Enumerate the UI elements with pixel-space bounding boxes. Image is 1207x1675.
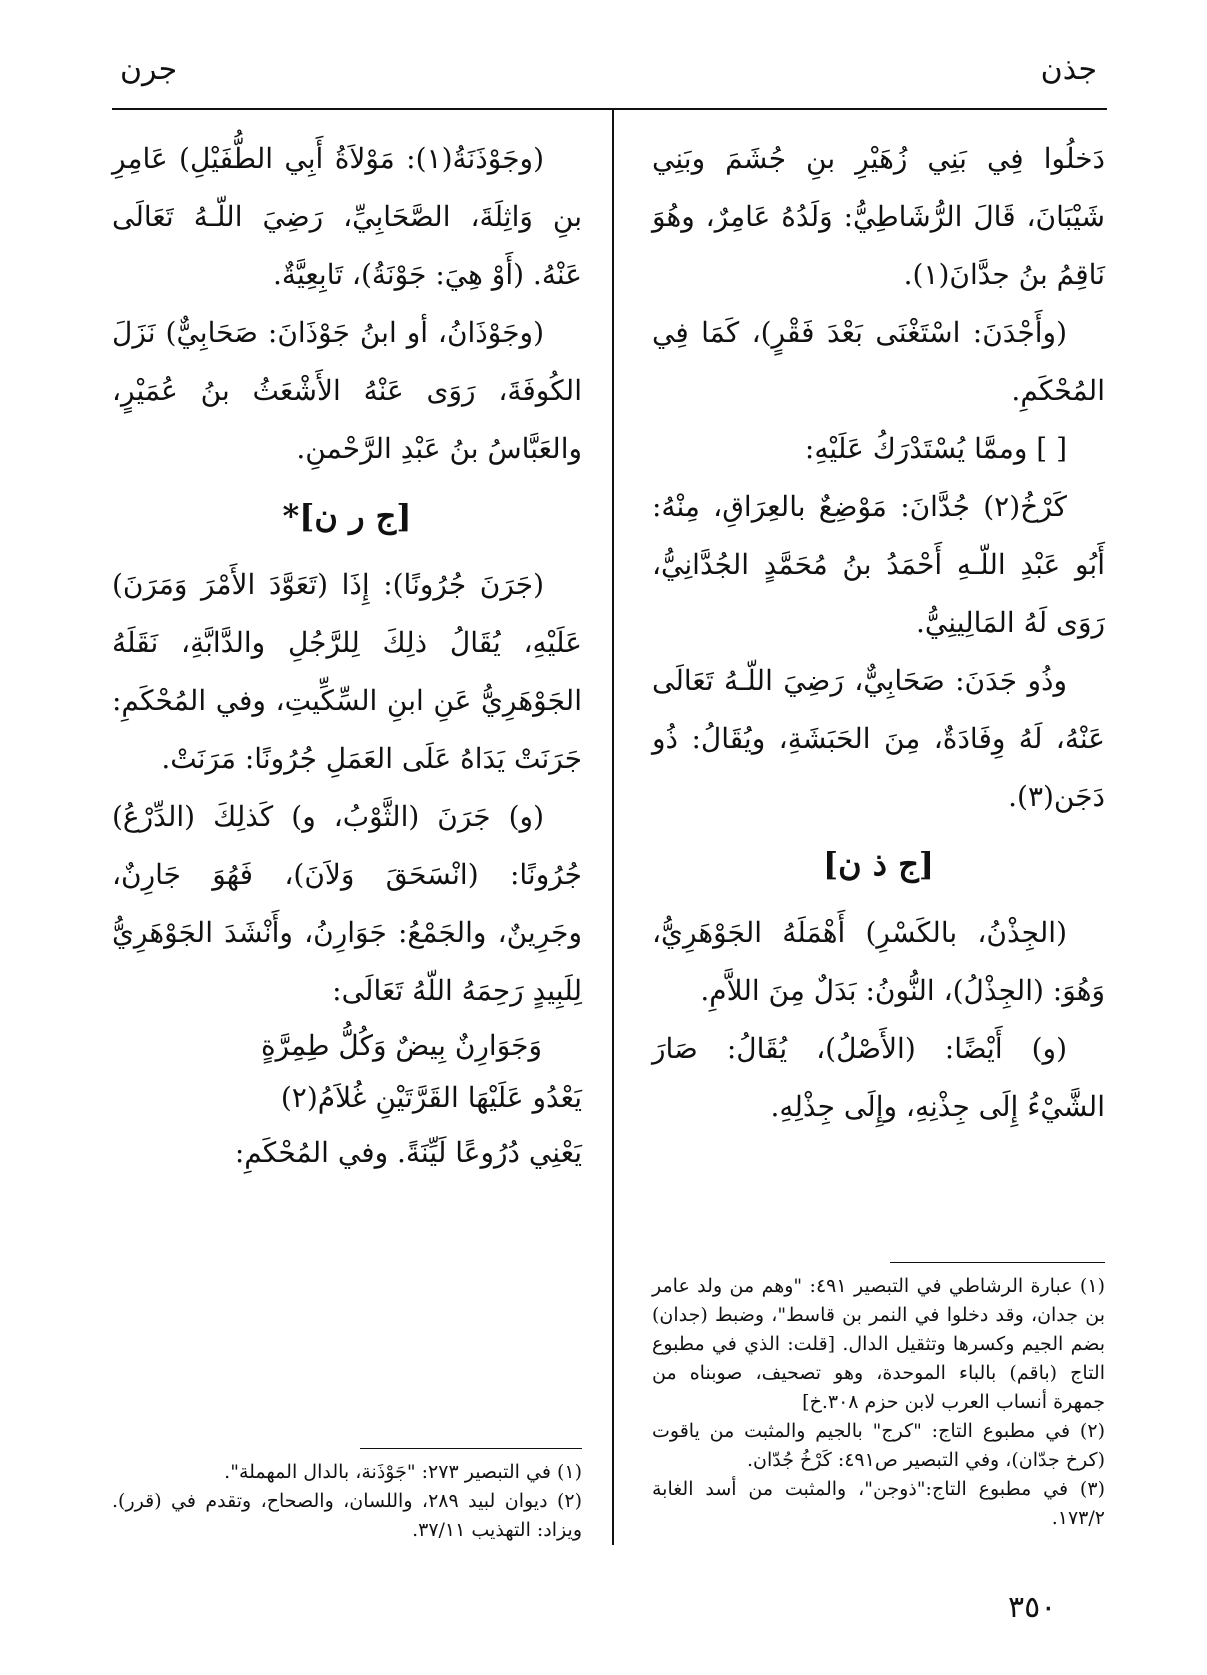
running-head-left: جرن: [120, 52, 178, 87]
footnote: (١) في التبصير ٢٧٣: "جَوْذَنة، بالدال المهملة".: [224, 1461, 582, 1483]
footnote-rule: [890, 1262, 1105, 1263]
addendum-note: [ ] وممَّا يُسْتَدْرَكُ عَلَيْهِ:: [804, 432, 1067, 465]
entry-paragraph: (وأَجْدَنَ: اسْتَغْنَى بَعْدَ فَقْرٍ)، كَمَا فِي المُحْكَمِ.: [652, 316, 1105, 407]
footnote: (٣) في مطبوع التاج:"ذوجن"، والمثبت من أسد الغابة ١٧٣/٢.: [652, 1478, 1105, 1529]
entry-paragraph: كَرْخُ(٢) جُدَّانَ: مَوْضِعٌ بالعِرَاقِ، مِنْهُ: أَبُو عَبْدِ اللّـهِ أَحْمَدُ بنُ مُحَمَّدٍ الجُدَّانِيُّ، رَوَى لَهُ المَالِينِيُّ.: [652, 490, 1105, 639]
footnotes-left: [112, 1458, 582, 1545]
entry-paragraph: دَخلُوا فِي بَنِي زُهَيْرِ بنِ جُشَمَ وبَنِي شَيْبَانَ، قَالَ الرُّشَاطِيُّ: وَلَدُهُ عَامِرٌ، وهُوَ نَاقِمُ بنُ جدَّانَ(١).: [652, 142, 1105, 291]
entry-paragraph: وذُو جَدَنَ: صَحَابِيٌّ، رَضِيَ اللّـهُ تَعَالَى عَنْهُ، لَهُ وِفَادَةٌ، مِنَ الحَبَشَةِ، ويُقَالُ: ذُو دَجَن(٣).: [652, 664, 1105, 813]
entry-paragraph: يَعْنِي دُرُوعًا لَيِّنَةً. وفي المُحْكَمِ:: [234, 1136, 582, 1169]
footnote: (٢) ديوان لبيد ٢٨٩، واللسان، والصحاح، وتقدم في (قرر). ويزاد: التهذيب ٣٧/١١.: [112, 1490, 582, 1541]
verse-line: وَجَوَارِنٌ بِيضٌ وَكُلُّ طِمِرَّةٍ: [260, 1029, 542, 1062]
root-heading: [ج ر ن]*: [282, 497, 412, 535]
entry-paragraph: (وجَوْذَنَةُ(١): مَوْلاَةُ أَبِي الطُّفَيْلِ) عَامِرِ بنِ وَاثِلَةَ، الصَّحَابِيِّ، رَضِيَ اللّـهُ تَعَالَى عَنْهُ. (أَوْ هِيَ: جَوْنَةُ)، تَابِعِيَّةٌ.: [112, 142, 582, 291]
footnote: (٢) في مطبوع التاج: "كرج" بالجيم والمثبت من ياقوت (كرخ جدّان)، وفي التبصير ص٤٩١: كَرْخُ جُدّان.: [652, 1420, 1105, 1471]
column-divider: [612, 110, 614, 1545]
entry-paragraph: (و) أَيْضًا: (الأَصْلُ)، يُقَالُ: صَارَ الشَّيْءُ إِلَى جِذْنِهِ، وإِلَى جِذْلِهِ.: [652, 1032, 1105, 1123]
entry-paragraph: (جَرَنَ جُرُونًا): إِذَا (تَعَوَّدَ الأَمْرَ وَمَرَنَ) عَلَيْهِ، يُقَالُ ذلِكَ لِلرَّجُلِ والدَّابَّةِ، نَقَلَهُ الجَوْهَرِيُّ عَنِ ابنِ السِّكِّيتِ، وفي المُحْكَمِ: جَرَنَتْ يَدَاهُ عَلَى العَمَلِ جُرُونًا: مَرَنَتْ.: [112, 568, 582, 775]
page-number: ٣٥٠: [1008, 1590, 1057, 1625]
right-column: [652, 130, 1105, 1136]
root-heading: [ج ذ ن]: [823, 845, 934, 883]
verse-line: يَعْدُو عَلَيْهَا القَرَّتَيْنِ غُلاَمُ(٢): [280, 1081, 582, 1114]
header-rule: [112, 108, 1107, 110]
running-head-right: جذن: [1040, 52, 1097, 87]
entry-paragraph: (الجِذْنُ، بالكَسْرِ) أَهْمَلَهُ الجَوْهَرِيُّ، وَهُوَ: (الجِذْلُ)، النُّونُ: بَدَلٌ مِنَ اللاَّمِ.: [652, 916, 1105, 1007]
left-column: [112, 130, 582, 1182]
footnotes-right: [652, 1272, 1105, 1533]
entry-paragraph: (وجَوْذَانُ، أو ابنُ جَوْذَانَ: صَحَابِيٌّ) نَزَلَ الكُوفَةَ، رَوَى عَنْهُ الأَشْعَثُ بنُ عُمَيْرٍ، والعَبَّاسُ بنُ عَبْدِ الرَّحْمنِ.: [112, 316, 582, 465]
entry-paragraph: (و) جَرَنَ (الثَّوْبُ، و) كَذلِكَ (الدِّرْعُ) جُرُونًا: (انْسَحَقَ وَلاَنَ)، فَهُوَ جَارِنٌ، وجَرِينٌ، والجَمْعُ: جَوَارِنُ، وأَنْشَدَ الجَوْهَرِيُّ لِلَبِيدٍ رَحِمَهُ اللّهُ تَعَالَى:: [112, 800, 582, 1007]
footnote: (١) عبارة الرشاطي في التبصير ٤٩١: "وهم من ولد عامر بن جدان، وقد دخلوا في النمر بن قاسط"، وضبط (جدان) بضم الجيم وكسرها وتثقيل الدال. [قلت: الذي في مطبوع التاج (باقم) بالباء الموحدة، وهو تصحيف، صوبناه من جمهرة أنساب العرب لابن حزم ٣٠٨.خ]: [652, 1275, 1105, 1413]
footnote-rule: [360, 1448, 582, 1449]
